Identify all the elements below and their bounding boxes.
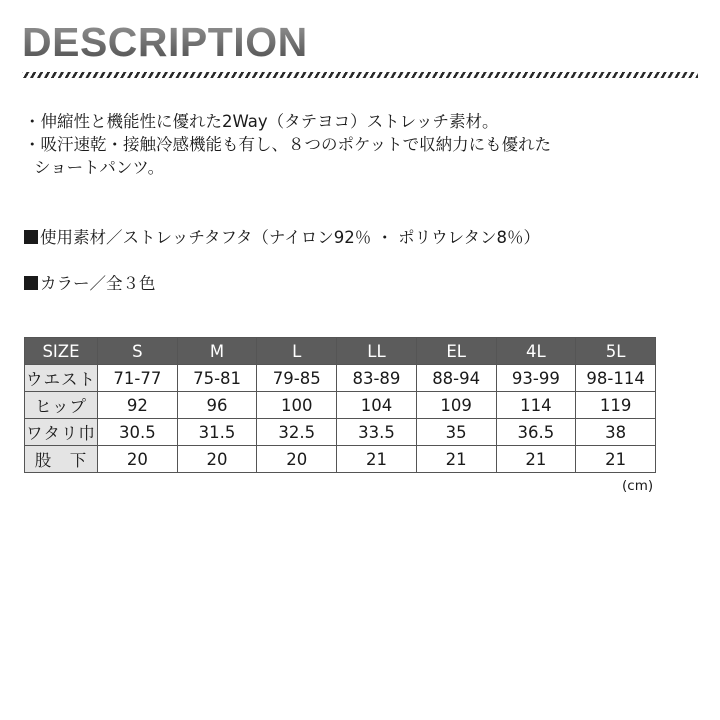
- size-header-cell: 5L: [576, 338, 656, 365]
- size-header-cell: S: [98, 338, 178, 365]
- row-label: ウエスト: [25, 365, 98, 392]
- table-cell: 114: [496, 392, 576, 419]
- table-cell: 104: [337, 392, 417, 419]
- table-cell: 71-77: [98, 365, 178, 392]
- size-header-row: [25, 338, 656, 365]
- table-cell: 98-114: [576, 365, 656, 392]
- table-cell: 32.5: [257, 419, 337, 446]
- size-header-cell: LL: [337, 338, 417, 365]
- table-cell: 21: [496, 446, 576, 473]
- color-text: カラー／全３色: [40, 274, 156, 293]
- table-cell: 20: [177, 446, 257, 473]
- table-row: [25, 446, 656, 473]
- size-corner-cell: SIZE: [25, 338, 98, 365]
- table-cell: 38: [576, 419, 656, 446]
- table-cell: 36.5: [496, 419, 576, 446]
- unit-label: (cm): [622, 478, 654, 494]
- description-line: ・吸汗速乾・接触冷感機能も有し、８つのポケットで収納力にも優れた: [24, 135, 552, 154]
- description-line: ・伸縮性と機能性に優れた2Way（タテヨコ）ストレッチ素材。: [24, 112, 499, 131]
- table-cell: 119: [576, 392, 656, 419]
- table-cell: 75-81: [177, 365, 257, 392]
- square-bullet-icon: [24, 276, 38, 290]
- table-cell: 83-89: [337, 365, 417, 392]
- size-header-cell: EL: [416, 338, 496, 365]
- size-header-cell: M: [177, 338, 257, 365]
- hatched-divider: [22, 72, 698, 78]
- material-spec: [24, 227, 540, 249]
- table-cell: 88-94: [416, 365, 496, 392]
- size-header-cell: L: [257, 338, 337, 365]
- table-cell: 79-85: [257, 365, 337, 392]
- table-row: [25, 419, 656, 446]
- description-line: ショートパンツ。: [34, 158, 165, 177]
- row-label: ヒップ: [25, 392, 98, 419]
- row-label: ワタリ巾: [25, 419, 98, 446]
- table-cell: 92: [98, 392, 178, 419]
- table-cell: 35: [416, 419, 496, 446]
- section-heading: DESCRIPTION: [22, 19, 308, 65]
- table-cell: 100: [257, 392, 337, 419]
- table-cell: 96: [177, 392, 257, 419]
- description-text: [24, 110, 694, 179]
- table-cell: 21: [416, 446, 496, 473]
- table-cell: 31.5: [177, 419, 257, 446]
- table-row: [25, 365, 656, 392]
- row-label: 股 下: [25, 446, 98, 473]
- table-cell: 20: [98, 446, 178, 473]
- size-table: [24, 337, 656, 473]
- material-text: 使用素材／ストレッチタフタ（ナイロン92％ ・ ポリウレタン8％）: [40, 228, 541, 247]
- square-bullet-icon: [24, 230, 38, 244]
- table-cell: 21: [576, 446, 656, 473]
- table-cell: 93-99: [496, 365, 576, 392]
- size-header-cell: 4L: [496, 338, 576, 365]
- color-spec: [24, 273, 156, 295]
- table-cell: 20: [257, 446, 337, 473]
- table-cell: 109: [416, 392, 496, 419]
- table-cell: 30.5: [98, 419, 178, 446]
- table-cell: 33.5: [337, 419, 417, 446]
- table-row: [25, 392, 656, 419]
- table-cell: 21: [337, 446, 417, 473]
